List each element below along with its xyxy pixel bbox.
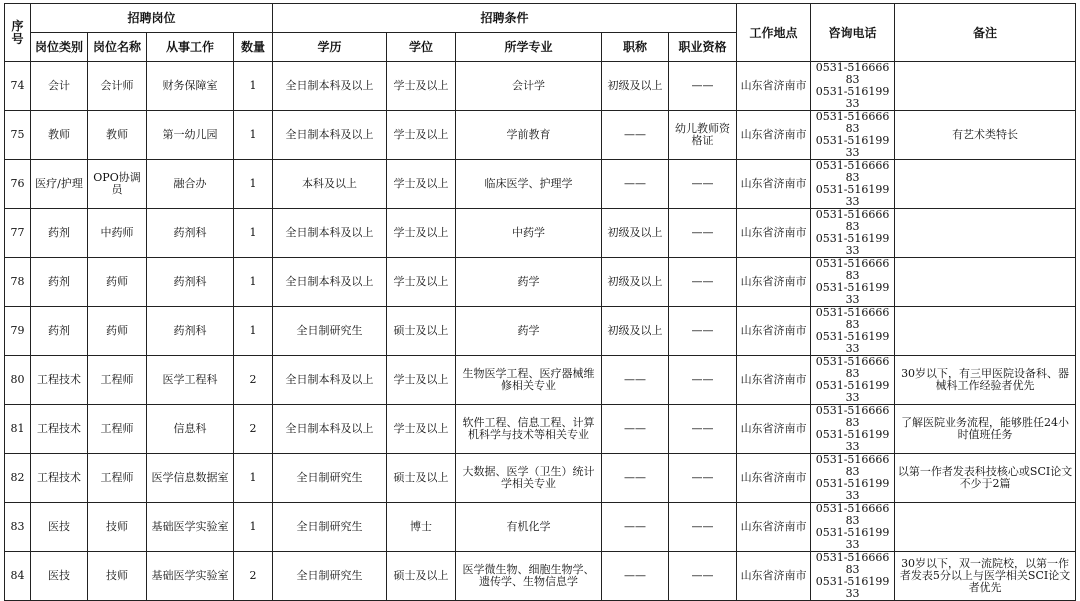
phone-1: 0531-51666683 — [815, 208, 890, 233]
cell-qualification: —— — [669, 405, 737, 454]
cell-seq: 80 — [5, 356, 31, 405]
cell-education: 全日制研究生 — [273, 307, 387, 356]
cell-post-name: 工程师 — [88, 356, 147, 405]
cell-degree: 学士及以上 — [387, 258, 456, 307]
cell-post-name: 药师 — [88, 258, 147, 307]
cell-location: 山东省济南市 — [737, 503, 811, 552]
cell-education: 全日制本科及以上 — [273, 258, 387, 307]
cell-location: 山东省济南市 — [737, 62, 811, 111]
cell-degree: 学士及以上 — [387, 62, 456, 111]
phone-2: 0531-51619933 — [815, 134, 890, 159]
cell-work: 融合办 — [147, 160, 234, 209]
cell-count: 1 — [234, 503, 273, 552]
cell-major: 学前教育 — [456, 111, 602, 160]
cell-title: —— — [602, 356, 669, 405]
cell-seq: 77 — [5, 209, 31, 258]
cell-education: 全日制本科及以上 — [273, 405, 387, 454]
cell-seq: 81 — [5, 405, 31, 454]
cell-phone — [811, 307, 895, 356]
cell-work: 药剂科 — [147, 307, 234, 356]
phone-2: 0531-51619933 — [815, 526, 890, 551]
phone-1: 0531-51666683 — [815, 502, 890, 527]
table-row — [5, 454, 1076, 503]
header-qualification: 职业资格 — [669, 33, 737, 62]
cell-work: 第一幼儿园 — [147, 111, 234, 160]
cell-degree: 学士及以上 — [387, 111, 456, 160]
cell-post-name: 工程师 — [88, 405, 147, 454]
cell-education: 全日制研究生 — [273, 503, 387, 552]
cell-degree: 学士及以上 — [387, 160, 456, 209]
cell-major: 大数据、医学（卫生）统计学相关专业 — [456, 454, 602, 503]
cell-remark — [895, 209, 1076, 258]
cell-category: 医技 — [31, 552, 88, 601]
cell-title: —— — [602, 552, 669, 601]
phone-1: 0531-51666683 — [815, 551, 890, 576]
table-row — [5, 503, 1076, 552]
cell-qualification: —— — [669, 209, 737, 258]
cell-location: 山东省济南市 — [737, 307, 811, 356]
cell-title: —— — [602, 405, 669, 454]
cell-seq: 75 — [5, 111, 31, 160]
cell-qualification: 幼儿教师资格证 — [669, 111, 737, 160]
cell-major: 生物医学工程、医疗器械维修相关专业 — [456, 356, 602, 405]
cell-location: 山东省济南市 — [737, 160, 811, 209]
cell-phone — [811, 160, 895, 209]
cell-remark — [895, 258, 1076, 307]
cell-work: 药剂科 — [147, 258, 234, 307]
cell-degree: 学士及以上 — [387, 356, 456, 405]
cell-title: 初级及以上 — [602, 209, 669, 258]
phone-1: 0531-51666683 — [815, 159, 890, 184]
cell-qualification: —— — [669, 258, 737, 307]
header-seq: 序号 — [5, 4, 31, 62]
cell-count: 1 — [234, 258, 273, 307]
cell-qualification: —— — [669, 62, 737, 111]
header-work: 从事工作 — [147, 33, 234, 62]
cell-count: 2 — [234, 405, 273, 454]
phone-2: 0531-51619933 — [815, 232, 890, 257]
cell-phone — [811, 552, 895, 601]
cell-major: 药学 — [456, 258, 602, 307]
phone-1: 0531-51666683 — [815, 355, 890, 380]
cell-work: 医学工程科 — [147, 356, 234, 405]
cell-education: 全日制本科及以上 — [273, 209, 387, 258]
cell-location: 山东省济南市 — [737, 209, 811, 258]
cell-title: —— — [602, 454, 669, 503]
cell-category: 医技 — [31, 503, 88, 552]
header-education: 学历 — [273, 33, 387, 62]
cell-education: 全日制研究生 — [273, 552, 387, 601]
cell-education: 全日制本科及以上 — [273, 111, 387, 160]
cell-major: 有机化学 — [456, 503, 602, 552]
table-row — [5, 405, 1076, 454]
table-row — [5, 209, 1076, 258]
cell-location: 山东省济南市 — [737, 405, 811, 454]
cell-phone — [811, 356, 895, 405]
cell-education: 全日制本科及以上 — [273, 62, 387, 111]
cell-seq: 74 — [5, 62, 31, 111]
cell-title: 初级及以上 — [602, 62, 669, 111]
cell-work: 基础医学实验室 — [147, 552, 234, 601]
cell-remark: 以第一作者发表科技核心或SCI论文不少于2篇 — [895, 454, 1076, 503]
cell-degree: 硕士及以上 — [387, 454, 456, 503]
header-post-name: 岗位名称 — [88, 33, 147, 62]
cell-count: 1 — [234, 454, 273, 503]
cell-degree: 学士及以上 — [387, 209, 456, 258]
cell-remark — [895, 62, 1076, 111]
cell-qualification: —— — [669, 356, 737, 405]
cell-qualification: —— — [669, 307, 737, 356]
cell-count: 2 — [234, 356, 273, 405]
cell-location: 山东省济南市 — [737, 258, 811, 307]
header-row-top — [5, 4, 1076, 33]
cell-title: —— — [602, 111, 669, 160]
cell-remark: 了解医院业务流程，能够胜任24小时值班任务 — [895, 405, 1076, 454]
cell-major: 药学 — [456, 307, 602, 356]
header-title: 职称 — [602, 33, 669, 62]
cell-count: 2 — [234, 552, 273, 601]
cell-education: 本科及以上 — [273, 160, 387, 209]
table-row — [5, 62, 1076, 111]
cell-seq: 79 — [5, 307, 31, 356]
table-row — [5, 552, 1076, 601]
cell-qualification: —— — [669, 160, 737, 209]
phone-2: 0531-51619933 — [815, 183, 890, 208]
cell-major: 会计学 — [456, 62, 602, 111]
phone-1: 0531-51666683 — [815, 61, 890, 86]
cell-phone — [811, 405, 895, 454]
cell-degree: 硕士及以上 — [387, 552, 456, 601]
cell-major: 临床医学、护理学 — [456, 160, 602, 209]
cell-count: 1 — [234, 62, 273, 111]
header-category: 岗位类别 — [31, 33, 88, 62]
phone-1: 0531-51666683 — [815, 404, 890, 429]
cell-work: 信息科 — [147, 405, 234, 454]
cell-qualification: —— — [669, 454, 737, 503]
phone-1: 0531-51666683 — [815, 306, 890, 331]
cell-work: 财务保障室 — [147, 62, 234, 111]
header-degree: 学位 — [387, 33, 456, 62]
cell-phone — [811, 258, 895, 307]
cell-location: 山东省济南市 — [737, 356, 811, 405]
cell-count: 1 — [234, 160, 273, 209]
cell-remark: 有艺术类特长 — [895, 111, 1076, 160]
cell-major: 软件工程、信息工程、计算机科学与技术等相关专业 — [456, 405, 602, 454]
header-major: 所学专业 — [456, 33, 602, 62]
header-group-post: 招聘岗位 — [31, 4, 273, 33]
cell-post-name: 会计师 — [88, 62, 147, 111]
header-location: 工作地点 — [737, 4, 811, 62]
cell-count: 1 — [234, 209, 273, 258]
cell-remark: 30岁以下，有三甲医院设备科、器械科工作经验者优先 — [895, 356, 1076, 405]
cell-seq: 76 — [5, 160, 31, 209]
cell-category: 工程技术 — [31, 454, 88, 503]
cell-post-name: 技师 — [88, 503, 147, 552]
table-row — [5, 356, 1076, 405]
cell-remark — [895, 160, 1076, 209]
table-row — [5, 111, 1076, 160]
cell-major: 医学微生物、细胞生物学、遗传学、生物信息学 — [456, 552, 602, 601]
cell-seq: 78 — [5, 258, 31, 307]
cell-degree: 学士及以上 — [387, 405, 456, 454]
cell-phone — [811, 111, 895, 160]
cell-phone — [811, 62, 895, 111]
cell-qualification: —— — [669, 503, 737, 552]
cell-work: 基础医学实验室 — [147, 503, 234, 552]
cell-category: 医疗/护理 — [31, 160, 88, 209]
cell-qualification: —— — [669, 552, 737, 601]
phone-2: 0531-51619933 — [815, 379, 890, 404]
cell-count: 1 — [234, 307, 273, 356]
cell-work: 医学信息数据室 — [147, 454, 234, 503]
cell-location: 山东省济南市 — [737, 552, 811, 601]
table-row — [5, 258, 1076, 307]
cell-major: 中药学 — [456, 209, 602, 258]
phone-2: 0531-51619933 — [815, 281, 890, 306]
recruitment-table — [4, 3, 1076, 601]
cell-category: 工程技术 — [31, 405, 88, 454]
cell-post-name: 教师 — [88, 111, 147, 160]
phone-2: 0531-51619933 — [815, 428, 890, 453]
header-phone: 咨询电话 — [811, 4, 895, 62]
phone-2: 0531-51619933 — [815, 330, 890, 355]
cell-work: 药剂科 — [147, 209, 234, 258]
cell-post-name: 中药师 — [88, 209, 147, 258]
cell-degree: 硕士及以上 — [387, 307, 456, 356]
header-remark: 备注 — [895, 4, 1076, 62]
phone-1: 0531-51666683 — [815, 453, 890, 478]
cell-title: 初级及以上 — [602, 307, 669, 356]
cell-category: 药剂 — [31, 258, 88, 307]
phone-2: 0531-51619933 — [815, 575, 890, 600]
cell-phone — [811, 454, 895, 503]
cell-education: 全日制本科及以上 — [273, 356, 387, 405]
cell-remark — [895, 307, 1076, 356]
cell-location: 山东省济南市 — [737, 111, 811, 160]
cell-category: 教师 — [31, 111, 88, 160]
cell-seq: 82 — [5, 454, 31, 503]
cell-post-name: OPO协调员 — [88, 160, 147, 209]
phone-1: 0531-51666683 — [815, 110, 890, 135]
cell-seq: 83 — [5, 503, 31, 552]
cell-seq: 84 — [5, 552, 31, 601]
cell-phone — [811, 209, 895, 258]
phone-2: 0531-51619933 — [815, 85, 890, 110]
cell-category: 会计 — [31, 62, 88, 111]
phone-2: 0531-51619933 — [815, 477, 890, 502]
cell-phone — [811, 503, 895, 552]
cell-education: 全日制研究生 — [273, 454, 387, 503]
cell-remark — [895, 503, 1076, 552]
cell-remark: 30岁以下，双一流院校，以第一作者发表5分以上与医学相关SCI论文者优先 — [895, 552, 1076, 601]
cell-count: 1 — [234, 111, 273, 160]
cell-title: 初级及以上 — [602, 258, 669, 307]
cell-title: —— — [602, 503, 669, 552]
cell-category: 工程技术 — [31, 356, 88, 405]
cell-category: 药剂 — [31, 307, 88, 356]
header-count: 数量 — [234, 33, 273, 62]
header-group-conditions: 招聘条件 — [273, 4, 737, 33]
cell-title: —— — [602, 160, 669, 209]
cell-location: 山东省济南市 — [737, 454, 811, 503]
table-row — [5, 307, 1076, 356]
cell-category: 药剂 — [31, 209, 88, 258]
phone-1: 0531-51666683 — [815, 257, 890, 282]
cell-degree: 博士 — [387, 503, 456, 552]
cell-post-name: 工程师 — [88, 454, 147, 503]
cell-post-name: 药师 — [88, 307, 147, 356]
table-row — [5, 160, 1076, 209]
cell-post-name: 技师 — [88, 552, 147, 601]
